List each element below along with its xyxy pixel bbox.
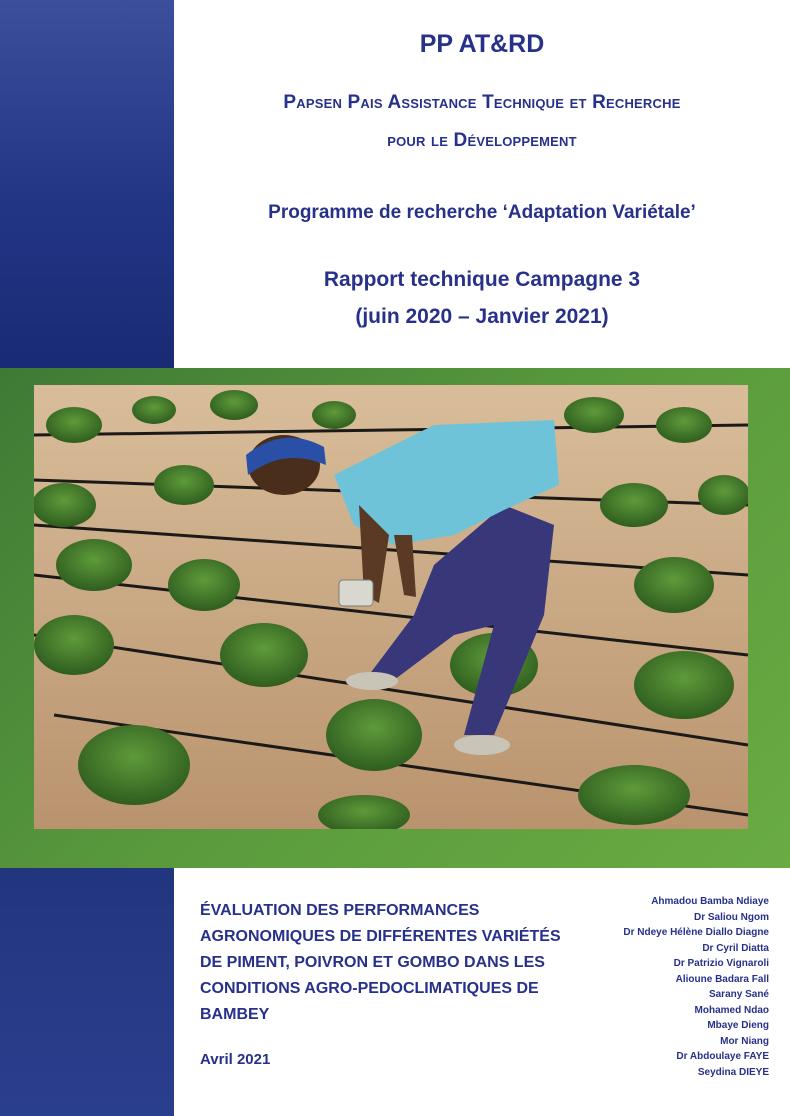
author-name: Ahmadou Bamba Ndiaye (651, 896, 769, 907)
left-blue-band-bottom (0, 868, 174, 1116)
author-name: Mbaye Dieng (707, 1020, 769, 1031)
program-name: Programme de recherche ‘Adaptation Variétale’ (268, 202, 696, 223)
study-title-line: BAMBEY (200, 1006, 270, 1023)
author-name: Alioune Badara Fall (675, 973, 769, 985)
author-name: Dr Abdoulaye FAYE (676, 1051, 769, 1062)
author-name: Dr Saliou Ngom (693, 911, 769, 923)
author-name: Dr Ndeye Hélène Diallo Diagne (623, 927, 769, 938)
organization-name-line-2: pour le Développement (387, 130, 577, 151)
author-name: Mohamed Ndao (694, 1004, 769, 1016)
author-name: Sarany Sané (708, 989, 769, 1000)
study-title-line: ÉVALUATION DES PERFORMANCES (200, 902, 480, 919)
study-title (200, 898, 600, 1028)
cover-header (174, 0, 790, 368)
author-name: Dr Patrizio Vignaroli (673, 958, 769, 969)
study-title-line: AGRONOMIQUES DE DIFFÉRENTES VARIÉTÉS (200, 928, 561, 945)
left-blue-band-top (0, 0, 174, 368)
organization-name-line-1: Papsen Pais Assistance Technique et Recherche (283, 92, 681, 113)
publication-date: Avril 2021 (200, 1051, 271, 1068)
author-list (623, 894, 769, 1080)
report-title-line-1: Rapport technique Campagne 3 (323, 268, 641, 291)
author-name: Seydina DIEYE (697, 1066, 769, 1078)
author-name: Dr Cyril Diatta (702, 942, 769, 954)
author-name: Mor Niang (720, 1035, 769, 1047)
cover-photo (34, 385, 748, 829)
study-title-line: CONDITIONS AGRO-PEDOCLIMATIQUES DE (200, 980, 539, 997)
header-title: PP AT&RD (419, 30, 545, 58)
study-title-line: DE PIMENT, POIVRON ET GOMBO DANS LES (200, 954, 545, 971)
report-title-line-2: (juin 2020 – Janvier 2021) (355, 305, 609, 328)
